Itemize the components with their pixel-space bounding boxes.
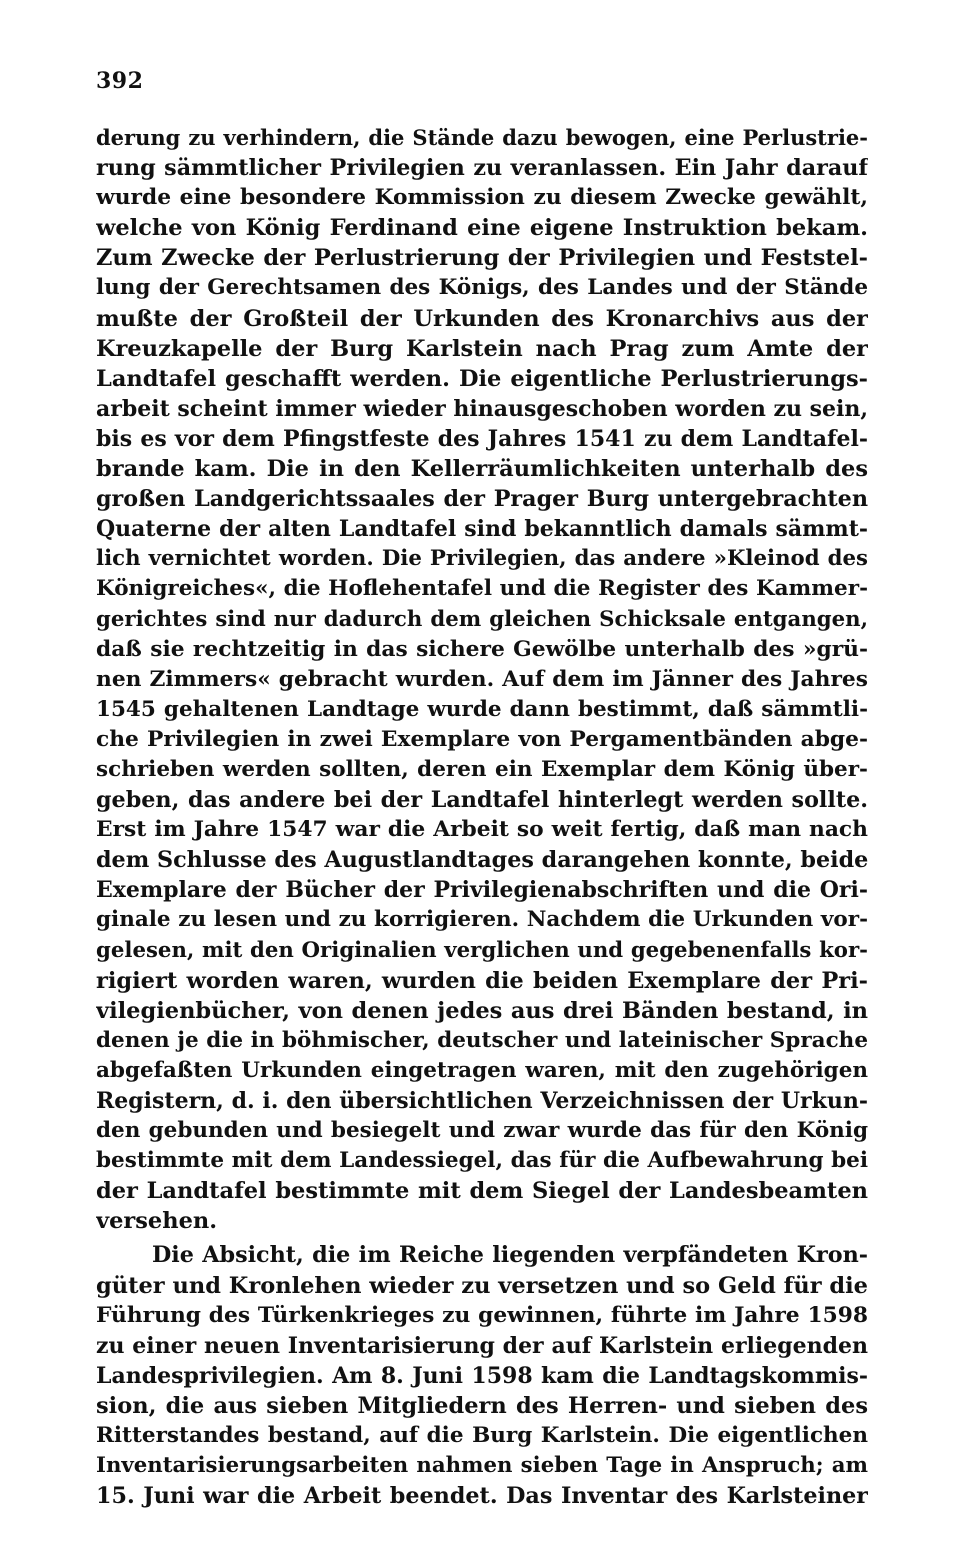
text-line: che Privilegien in zwei Exemplare von Pergamentbänden abge- (96, 726, 868, 752)
text-line: gerichtes sind nur dadurch dem gleichen Schicksale entgangen, (96, 606, 868, 632)
text-line: arbeit scheint immer wieder hinausgeschoben worden zu sein, (96, 395, 868, 422)
text-line: brande kam. Die in den Kellerräumlichkeiten unterhalb des (96, 456, 868, 483)
text-line: Registern, d. i. den übersichtlichen Verzeichnissen der Urkun- (96, 1088, 868, 1114)
text-line: abgefaßten Urkunden eingetragen waren, mit den zugehörigen (96, 1057, 868, 1083)
text-line: rung sämmtlicher Privilegien zu veranlassen. Ein Jahr darauf (96, 155, 868, 182)
paragraph-1 (96, 123, 868, 1236)
text-line: lung der Gerechtsamen des Königs, des Landes und der Stände (96, 275, 868, 301)
paragraph-2 (96, 1240, 868, 1511)
text-line: welche von König Ferdinand eine eigene Instruktion bekam. (96, 215, 868, 242)
text-line: Führung des Türkenkrieges zu gewinnen, führte im Jahre 1598 (96, 1302, 868, 1328)
text-line: Zum Zwecke der Perlustrierung der Privilegien und Feststel- (96, 245, 868, 272)
text-line: rigiert worden waren, wurden die beiden Exemplare der Pri- (96, 967, 868, 994)
text-line: Inventarisierungsarbeiten nahmen sieben Tage in Anspruch; am (96, 1453, 868, 1479)
text-line: schrieben werden sollten, deren ein Exemplar dem König über- (96, 756, 868, 782)
text-line: vilegienbücher, von denen jedes aus drei Bänden bestand, in (96, 997, 868, 1024)
text-line: ginale zu lesen und zu korrigieren. Nachdem die Urkunden vor- (96, 907, 868, 933)
text-line: nen Zimmers« gebracht wurden. Auf dem im Jänner des Jahres (96, 666, 868, 692)
text-line: denen je die in böhmischer, deutscher und lateinischer Sprache (96, 1027, 868, 1053)
text-line: dem Schlusse des Augustlandtages darangehen konnte, beide (96, 847, 868, 874)
text-line: Kreuzkapelle der Burg Karlstein nach Prag zum Amte der (96, 335, 868, 362)
text-line: Erst im Jahre 1547 war die Arbeit so weit fertig, daß man nach (96, 817, 868, 843)
text-line: gelesen, mit den Originalien verglichen und gegebenenfalls kor- (96, 937, 868, 963)
text-line: bestimmte mit dem Landessiegel, das für die Aufbewahrung bei (96, 1148, 868, 1174)
text-line: versehen. (96, 1208, 218, 1235)
text-line: derung zu verhindern, die Stände dazu bewogen, eine Perlustrie- (96, 125, 868, 150)
text-line: geben, das andere bei der Landtafel hinterlegt werden sollte. (96, 787, 868, 814)
body-text (96, 123, 868, 1511)
text-line: sion, die aus sieben Mitgliedern des Herren- und sieben des (96, 1392, 868, 1419)
text-line: Exemplare der Bücher der Privilegienabschriften und die Ori- (96, 877, 868, 904)
text-line: großen Landgerichtssaales der Prager Burg untergebrachten (96, 486, 868, 513)
text-line: güter und Kronlehen wieder zu versetzen und so Geld für die (96, 1272, 868, 1299)
text-line: Landesprivilegien. Am 8. Juni 1598 kam die Landtagskommis- (96, 1362, 868, 1389)
text-line: mußte der Großteil der Urkunden des Kronarchivs aus der (96, 305, 868, 332)
text-line: Die Absicht, die im Reiche liegenden verpfändeten Kron- (152, 1242, 868, 1269)
text-line: 15. Juni war die Arbeit beendet. Das Inventar des Karlsteiner (96, 1483, 868, 1510)
text-line: wurde eine besondere Kommission zu diesem Zwecke gewählt, (96, 185, 868, 211)
text-line: zu einer neuen Inventarisierung der auf Karlstein erliegenden (96, 1332, 868, 1359)
text-line: Quaterne der alten Landtafel sind bekanntlich damals sämmt- (96, 516, 868, 543)
text-line: den gebunden und besiegelt und zwar wurde das für den König (96, 1118, 868, 1144)
text-line: Landtafel geschafft werden. Die eigentliche Perlustrierungs- (96, 365, 868, 392)
text-line: 1545 gehaltenen Landtage wurde dann bestimmt, daß sämmtli- (96, 696, 868, 722)
text-line: bis es vor dem Pfingstfeste des Jahres 1541 zu dem Landtafel- (96, 425, 868, 452)
text-line: Ritterstandes bestand, auf die Burg Karlstein. Die eigentlichen (96, 1423, 868, 1449)
text-line: der Landtafel bestimmte mit dem Siegel der Landesbeamten (96, 1178, 868, 1205)
text-line: daß sie rechtzeitig in das sichere Gewölbe unterhalb des »grü- (96, 636, 868, 662)
text-line: lich vernichtet worden. Die Privilegien, das andere »Kleinod des (96, 546, 868, 572)
page-number: 392 (96, 68, 144, 94)
text-line: Königreiches«, die Hoflehentafel und die Register des Kammer- (96, 576, 868, 602)
